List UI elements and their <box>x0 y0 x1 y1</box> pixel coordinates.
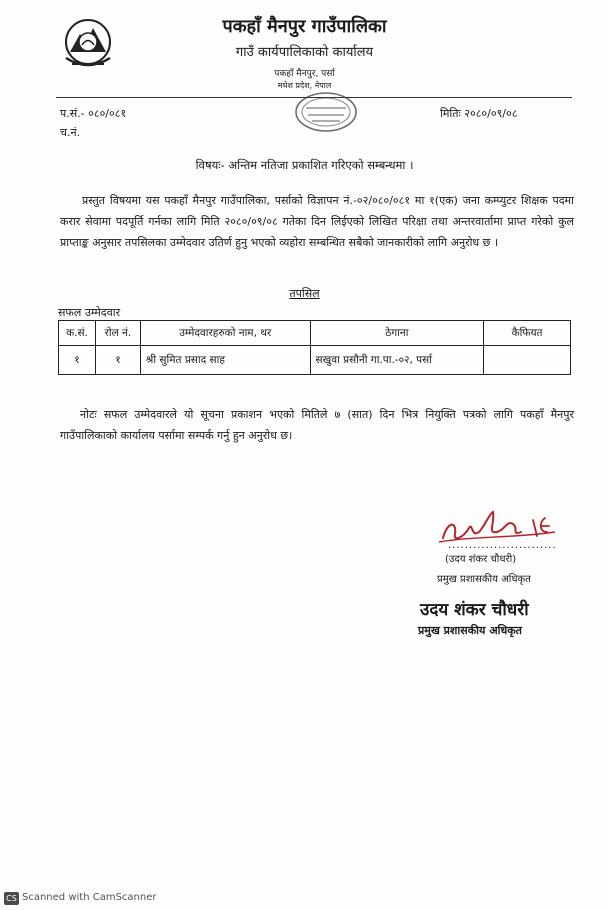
dispatch-number: च.नं. <box>60 126 81 139</box>
reference-number: प.सं.- ०८०/०८१ <box>60 107 127 120</box>
letter-date: मितिः २०८०/०९/०८ <box>440 107 518 120</box>
list-title: तपसिल <box>289 287 320 300</box>
office-province: मधेश प्रदेश, नेपाल <box>277 81 332 90</box>
note-paragraph: नोटः सफल उम्मेदवारले यो सूचना प्रकाशन भएको मितिले ७ (सात) दिन भित्र नियुक्ति पत्रको लागि पकहाँ मैनपुर गाउँपालिकाको कार्यालय पर्सामा सम्पर्क गर्नु हुन अनुरोध छ। <box>60 408 574 442</box>
cell-roll: १ <box>95 346 140 375</box>
signatory-name: (उदय शंकर चौधरी) <box>445 554 517 565</box>
cell-address: सखुवा प्रसौनी गा.पा.-०२, पर्सा <box>310 346 484 375</box>
col-serial-header: क.सं. <box>59 321 96 346</box>
scanner-watermark: Scanned with CamScanner <box>22 892 157 903</box>
col-address-header: ठेगाना <box>310 321 484 346</box>
municipality-name: पकहाँ मैनपुर गाउँपालिका <box>222 16 387 37</box>
body-paragraph: प्रस्तुत विषयमा यस पकहाँ मैनपुर गाउँपालिका, पर्साको विज्ञापन नं.-०२/०८०/०८१ मा १(एक) जना कम्प्युटर शिक्षक पदमा करार सेवामा पदपूर्ति गर्नका लागि मिति २०८०/०९/०८ गतेका दिन लिईएको लिखित परिक्षा तथा अन्तरवार्तामा प्राप्त गरेको कुल प्राप्ताङ्क अनुसार तपसिलका उम्मेदवार उतिर्ण हुनु भएको व्यहोरा सम्बन्धित सबैको जानकारीको लागि अनुरोध छ । <box>60 194 574 249</box>
office-name: गाउँ कार्यपालिकाको कार्यालय <box>235 45 374 60</box>
signatory-title: प्रमुख प्रशासकीय अधिकृत <box>437 574 531 585</box>
signature-line: .......................... <box>448 540 557 551</box>
letter-subject: विषयः- अन्तिम नतिजा प्रकाशित गरिएको सम्बन्धमा । <box>195 158 414 172</box>
col-roll-header: रोल नं. <box>95 321 140 346</box>
cell-serial: १ <box>59 346 96 375</box>
office-address: पकहाँ मैनपुर, पर्सा <box>274 69 335 79</box>
results-table <box>58 320 571 375</box>
camscanner-logo-icon: CS <box>4 892 19 905</box>
cell-remarks <box>484 346 571 375</box>
table-row <box>59 346 571 375</box>
col-remarks-header: कैफियत <box>484 321 571 346</box>
signatory-title-stamp: प्रमुख प्रशासकीय अधिकृत <box>418 624 522 637</box>
cell-name: श्री सुमित प्रसाद साह <box>140 346 310 375</box>
table-header-row <box>59 321 571 346</box>
signatory-name-stamp: उदय शंकर चौधरी <box>420 600 529 620</box>
section-label: सफल उम्मेदवार <box>58 306 121 319</box>
col-name-header: उम्मेदवारहरुको नाम, थर <box>140 321 310 346</box>
office-seal-icon <box>290 88 362 136</box>
